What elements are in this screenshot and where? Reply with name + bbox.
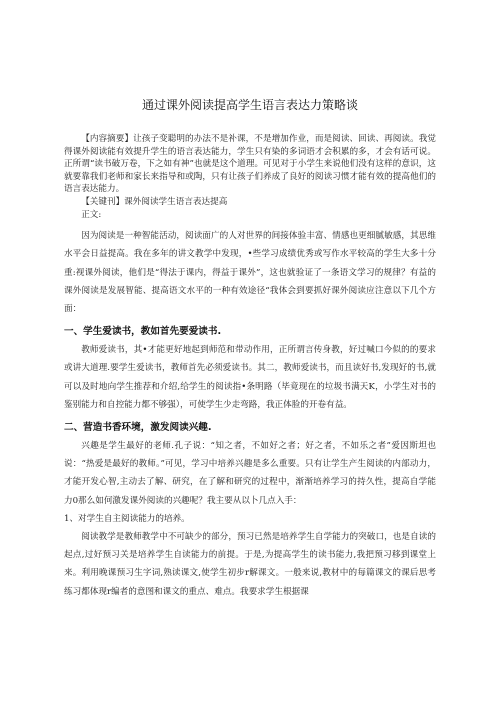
sub1-paragraph: 阅读教学是教师教学中不可缺少的部分，预习已然是培养学生自学能力的突破口，也是自读的起点,过好预习关是培养学生自读能力的前提。于是,为提高学生的读书能力,我把预习移到课堂上来。利用晚课预习生字词,熟读课文,使学生初步r解课文。一般来说,教材中的每篇课文的课后思考练习都体现r编者的意图和课文的重点、难点。我要求学生根据课 [64, 532, 436, 597]
keywords-paragraph: 【关键刊】课外阅读学生语言表达提高 [81, 196, 228, 207]
section2-paragraph: 兴趣是学生最好的老师.孔子说：“知之者，不如好之者；好之者，不如乐之者”爱因斯坦也说：“热爱是最好的教师。”可见，学习中培养兴趣是多么重要。只有让学生产生阅读的内部动力，才能开发心智,主动去了解、研究，在了解和研究的过程中，渐渐培养学习的持久性，提高自学能力0那么如何激发课外阅读的兴趣呢？我主要从以卜几点入手： [64, 440, 436, 506]
abstract-paragraph: 【内容摘要】让孩子变聪明的办法不是补课，不是增加作业，而是阅读、回读、再阅读。我觉得课外阅读能有效提升学生的语言表达能力，学生只有染的多词语才会积累的多，才会有话可说。正所谓“读书破万卷，下之如有神”也就是这个道理。可见对于小学生来说他们没有这样的意识，这就要靠我们老师和家长来指导和或陶，只有让孩子们养成了良好的阅读习惯才能有效的提高他们的语言表达能力。 [64, 134, 436, 195]
intro-paragraph: 因为阅读是一种智能活动，阅读面广的人对世界的间接体验丰富、情感也更细腻敏感，其思维水平会日益提高。我在多年的讲文教学中发现，•些学习成绩优秀或写作水平较高的学生大多十分重:视课外阅读，他们是“得法于课内，得益于课外”，这也就验证了一条语文学习的规律？有益的课外阅读是发展智能、提高语文水平的一种有效途径“我体会到要抓好课外阅读应注意以下几个方面： [64, 231, 436, 314]
document-title: 通过课外阅读提高学生语言表达力策略谈 [141, 98, 358, 112]
section-heading-1: 一、学生爱读书，教如首先要爱读书. [64, 326, 222, 338]
section1-paragraph: 教师爱读书，其•才能更好地起到师范和带动作用，正所谓言传身教，好过喊口今似的的要求或讲大道理.要学生爱读书，教师首先必须爱读书。其二，教师爱读书，而且读好书,发现好的书,就可以及时地向学生推荐和介绍,给学生的阅读指•条明路（毕竟现在的垃圾书满天K，小学生对书的鉴别能力和自控能力都不够强），可使学生少走弯路，我正体脸的开卷有益。 [64, 345, 436, 410]
section-heading-2: 二、营造书香环境，激发阅读兴趣. [64, 421, 212, 433]
body-label: 正文: [81, 209, 102, 220]
subheading-1: 1、对学生自主阅读能力的培养。 [64, 513, 190, 524]
